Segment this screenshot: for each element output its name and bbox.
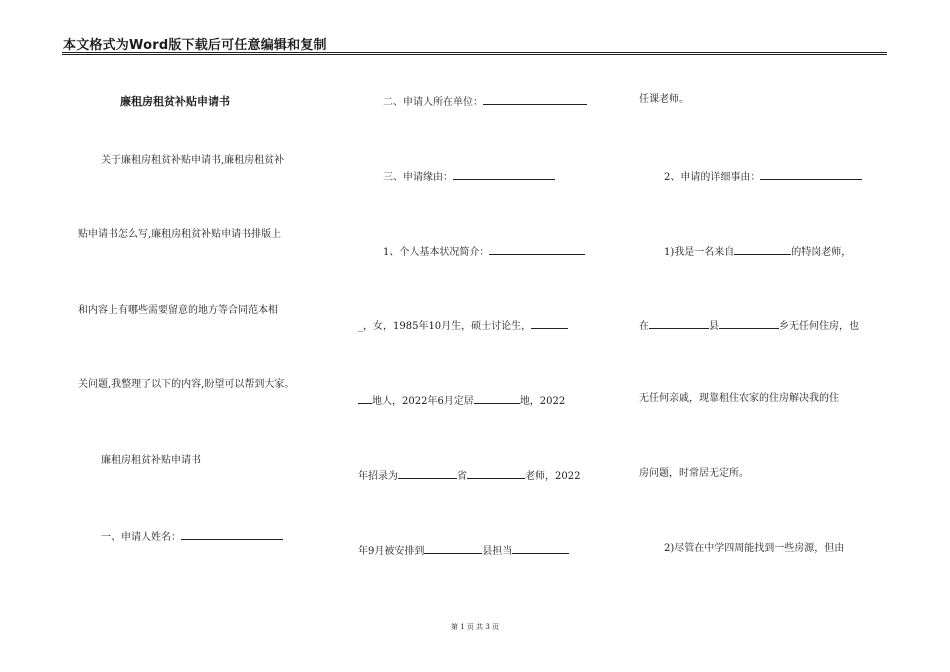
field-label: 三、申请缘由： (383, 172, 453, 183)
fill-blank (483, 94, 587, 105)
paragraph-line (358, 543, 569, 558)
applicant-unit-field (383, 94, 587, 109)
text-segment: 县担当 (482, 546, 513, 557)
document-header-title: 本文格式为Word版下载后可任意编辑和复制 (63, 38, 327, 53)
fill-blank (512, 543, 569, 554)
paragraph-line: 无任何亲戚，现靠租住农家的住房解决我的住 (639, 393, 839, 404)
field-label: 1、个人基本状况简介： (383, 247, 490, 258)
fill-blank (453, 169, 555, 180)
document-title: 廉租房租贫补贴申请书 (120, 95, 230, 108)
fill-blank (424, 543, 482, 554)
page-number: 第 1 页 共 3 页 (450, 623, 500, 631)
fill-blank (760, 169, 862, 180)
fill-blank (649, 318, 709, 329)
detailed-reason-field (664, 169, 862, 184)
fill-blank (734, 244, 791, 255)
fill-blank (489, 244, 585, 255)
paragraph-line: 关问题,我整理了以下的内容,盼望可以帮到大家。 (78, 379, 295, 390)
paragraph-line: 贴申请书怎么写,廉租房租贫补贴申请书排版上 (78, 229, 282, 240)
paragraph-line (358, 318, 568, 333)
paragraph-line (664, 244, 851, 259)
fill-blank (181, 529, 283, 540)
text-segment: 地人，2022年6月定居 (372, 396, 474, 407)
fill-blank (358, 393, 372, 404)
text-segment: 在 (639, 321, 649, 332)
reason-field (383, 169, 555, 184)
field-label: 2、申请的详细事由： (664, 172, 761, 183)
text-segment: 的特岗老师， (791, 247, 852, 258)
applicant-name-field (101, 529, 283, 544)
paragraph-line (358, 468, 580, 483)
paragraph-line: 2)尽管在中学四周能找到一些房源，但由 (664, 543, 845, 554)
header-rule-top (62, 52, 887, 53)
text-segment: 乡无任何住房，也 (779, 321, 859, 332)
header-rule-bottom (62, 54, 887, 55)
fill-blank (474, 393, 520, 404)
fill-blank (398, 468, 457, 479)
fill-blank (531, 318, 568, 329)
section-heading: 廉租房租贫补贴申请书 (101, 455, 201, 466)
fill-blank (467, 468, 525, 479)
text-segment: 老师，2022 (525, 471, 581, 482)
fill-blank (719, 318, 779, 329)
paragraph-line (639, 318, 859, 333)
text-segment: 年招录为 (358, 471, 398, 482)
paragraph-line: 关于廉租房租贫补贴申请书,廉租房租贫补 (101, 155, 285, 166)
text-segment: 1)我是一名来自 (664, 247, 735, 258)
personal-info-field (383, 244, 585, 259)
text-segment: 年9月被安排到 (358, 546, 425, 557)
text-segment: 地，2022 (519, 396, 566, 407)
field-label: 二、申请人所在单位： (383, 97, 483, 108)
paragraph-line: 任课老师。 (639, 94, 689, 105)
text-segment: 省 (457, 471, 467, 482)
paragraph-line: 房问题，时常居无定所。 (639, 468, 749, 479)
paragraph-line (358, 393, 565, 408)
text-segment: _，女，1985年10月生，硕士讨论生， (358, 321, 532, 332)
paragraph-line: 和内容上有哪些需要留意的地方等合同范本相 (78, 305, 278, 316)
text-segment: 县 (709, 321, 719, 332)
field-label: 一、申请人姓名： (101, 532, 181, 543)
